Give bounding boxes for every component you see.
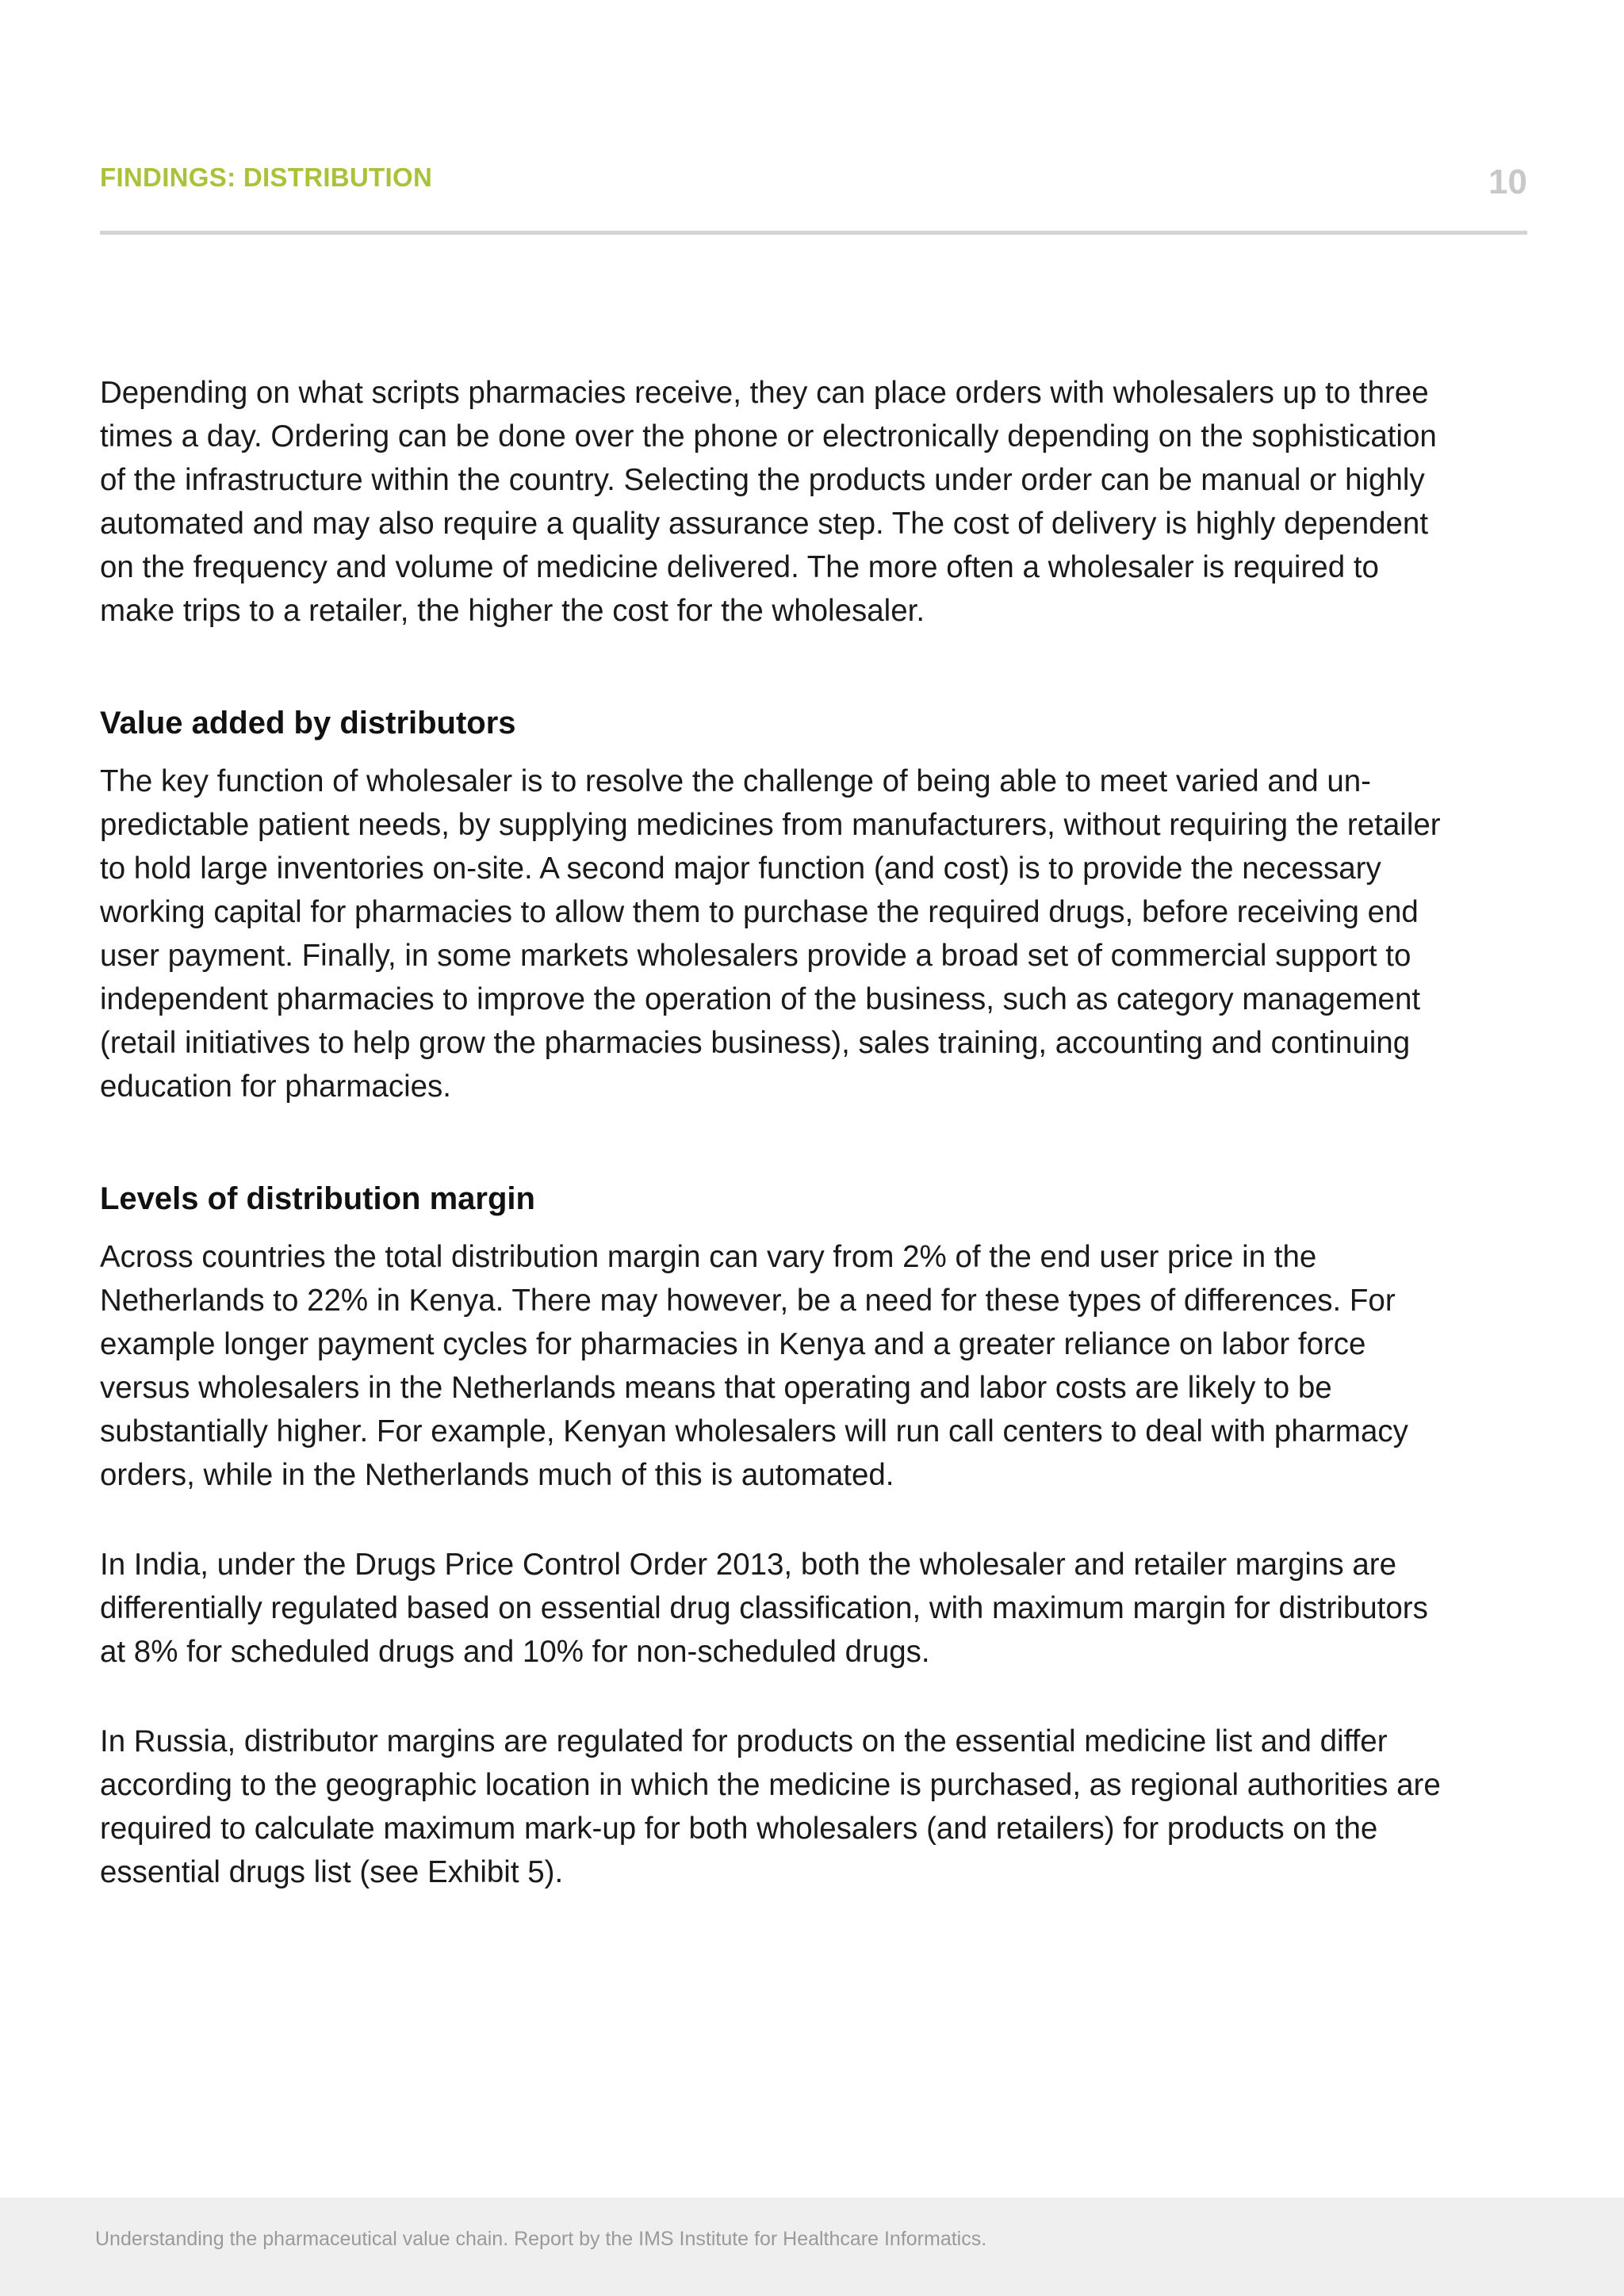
page-number: 10 bbox=[1488, 163, 1527, 201]
intro-paragraph: Depending on what scripts pharmacies receive, they can place orders with wholesalers up to three times a day. Ordering can be done over the phone or electronically depending on the sophistication of the infrastructure within the country. Selecting the products under order can be manual or highly automated and may also require a quality assurance step. The cost of delivery is highly dependent on the frequency and volume of medicine delivered. The more often a wholesaler is required to make trips to a retailer, the higher the cost for the wholesaler. bbox=[100, 376, 1437, 628]
value-added-paragraph: The key function of wholesaler is to resolve the challenge of being able to meet varied and un-predictable patient needs, by supplying medicines from manufacturers, without requiring the retailer to hold large inventories on-site. A second major function (and cost) is to provide the necessary working capital for pharmacies to allow them to purchase the required drugs, before receiving end user payment. Finally, in some markets wholesalers provide a broad set of commercial support to independent pharmacies to improve the operation of the business, such as category management (retail initiatives to help grow the pharmacies business), sales training, accounting and continuing education for pharmacies. bbox=[100, 764, 1441, 1104]
margin-paragraph-netherlands-kenya: Across countries the total distribution margin can vary from 2% of the end user price in the Netherlands to 22% in Kenya. There may however, be a need for these types of differences. For example longer payment cycles for pharmacies in Kenya and a greater reliance on labor force versus wholesalers in the Netherlands means that operating and labor costs are likely to be substantially higher. For example, Kenyan wholesalers will run call centers to deal with pharmacy orders, while in the Netherlands much of this is automated. bbox=[100, 1240, 1408, 1492]
footer-text: Understanding the pharmaceutical value chain. Report by the IMS Institute for Healthcare Informatics. bbox=[95, 2228, 987, 2250]
section-heading-value-added: Value added by distributors bbox=[100, 706, 516, 740]
margin-paragraph-russia: In Russia, distributor margins are regulated for products on the essential medicine list and differ according to the geographic location in which the medicine is purchased, as regional authorities are required to calculate maximum mark-up for both wholesalers (and retailers) for products on the essential drugs list (see Exhibit 5). bbox=[100, 1724, 1441, 1889]
page-header bbox=[100, 163, 1527, 235]
section-label: FINDINGS: DISTRIBUTION bbox=[100, 163, 433, 192]
main-content bbox=[100, 371, 1448, 1894]
page-footer bbox=[0, 2198, 1624, 2296]
margin-paragraph-india: In India, under the Drugs Price Control Order 2013, both the wholesaler and retailer margins are differentially regulated based on essential drug classification, with maximum margin for distributors at 8% for scheduled drugs and 10% for non-scheduled drugs. bbox=[100, 1548, 1428, 1669]
section-heading-distribution-margin: Levels of distribution margin bbox=[100, 1181, 535, 1216]
